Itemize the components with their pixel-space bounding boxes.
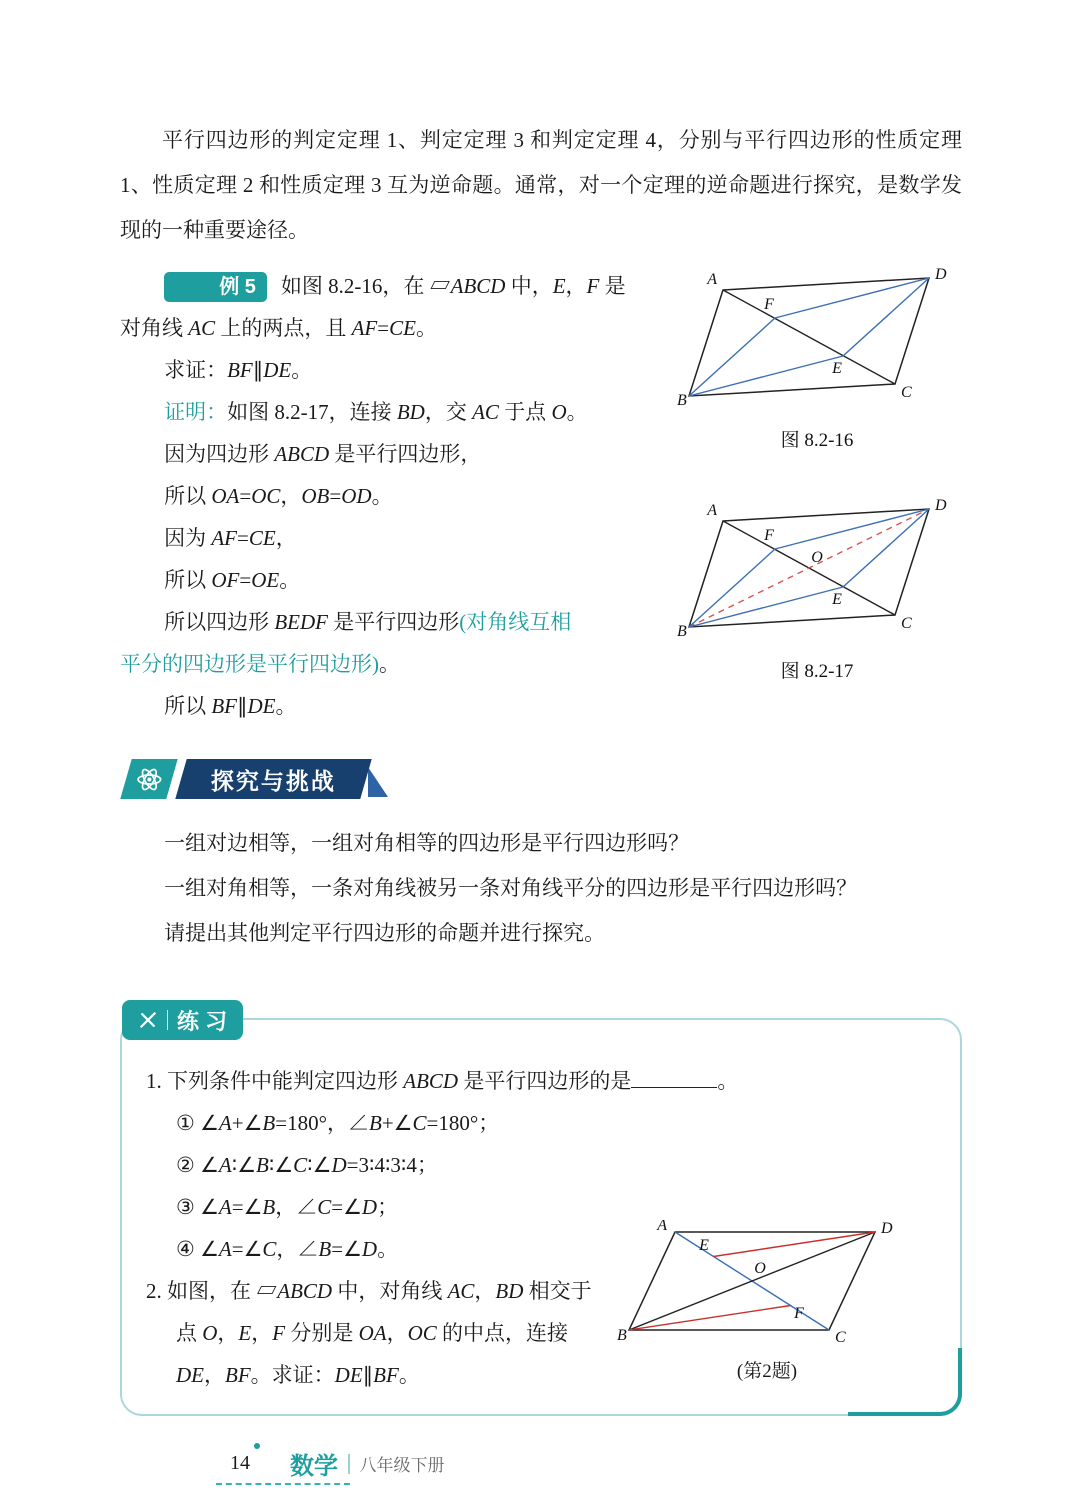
vertex-label-D: D [935, 266, 947, 283]
example-line: 求证：BF∥DE。 [164, 358, 313, 382]
vertex-label-C: C [901, 615, 912, 632]
q1-option: ③ ∠A=∠B，∠C=∠D； [176, 1195, 399, 1219]
example-badge: 例 5 [164, 272, 267, 302]
explore-line: 一组对边相等，一组对角相等的四边形是平行四边形吗？ [164, 831, 690, 855]
q1-option: ① ∠A+∠B=180°，∠B+∠C=180°； [176, 1111, 500, 1135]
vertex-label-B: B [677, 392, 687, 409]
practice-section [120, 1008, 962, 1416]
stationery-icon [138, 1010, 158, 1030]
footer [220, 1446, 962, 1481]
practice-title: 练 习 [177, 1008, 228, 1034]
figure-8-2-17 [672, 496, 962, 683]
atom-icon [120, 759, 177, 799]
dashed-underline [216, 1483, 350, 1485]
q2-line: 点 O，E，F 分别是 OA，OC 的中点，连接 [176, 1321, 569, 1345]
example-figures [672, 265, 962, 727]
example-line: 因为 AF=CE， [164, 526, 297, 550]
point-label-O: O [754, 1260, 766, 1277]
explore-line: 一组对角相等，一条对角线被另一条对角线平分的四边形是平行四边形吗？ [164, 876, 858, 900]
vertex-label-D: D [935, 497, 947, 514]
q2-line: 2. 如图，在 ▱ABCD 中，对角线 AC，BD 相交于 [146, 1279, 592, 1303]
q1-option: ④ ∠A=∠C，∠B=∠D。 [176, 1237, 399, 1261]
explore-text [120, 821, 962, 956]
example-section [120, 265, 962, 727]
point-label-F: F [764, 296, 774, 313]
point-label-E: E [699, 1237, 709, 1254]
figure-caption: 图 8.2-17 [780, 661, 854, 682]
practice-box [120, 1008, 962, 1416]
q1-option: ② ∠A∶∠B∶∠C∶∠D=3∶4∶3∶4； [176, 1153, 438, 1177]
example-text [120, 265, 662, 727]
practice-figure-caption: (第2题) [736, 1361, 798, 1382]
vertex-label-C: C [901, 384, 912, 401]
teal-dot-icon [254, 1443, 260, 1449]
example-statement: 如图 8.2-16，在 ▱ABCD 中，E，F 是 [280, 274, 626, 298]
vertex-label-D: D [881, 1220, 893, 1237]
explore-line: 请提出其他判定平行四边形的命题并进行探究。 [164, 921, 606, 945]
footer-divider [348, 1454, 350, 1474]
example-line: 平分的四边形是平行四边形)。 [120, 652, 400, 676]
subject-label: 数学 [290, 1453, 338, 1480]
vertex-label-A: A [707, 502, 717, 519]
tab-divider [167, 1010, 168, 1030]
parallelogram-figure-2 [677, 496, 957, 646]
q1-stem: 1. 下列条件中能判定四边形 ABCD 是平行四边形的是 。 [146, 1069, 739, 1093]
example-line: 证明：如图 8.2-17，连接 BD，交 AC 于点 O。 [164, 400, 588, 424]
point-label-F: F [764, 527, 774, 544]
parallelogram-figure-1 [677, 265, 957, 415]
point-label-E: E [832, 360, 842, 377]
example-line: 所以 OF=OE。 [164, 568, 301, 592]
vertex-label-A: A [657, 1220, 667, 1234]
example-line [120, 265, 662, 307]
example-line: 对角线 AC 上的两点，且 AF=CE。 [120, 316, 437, 340]
practice-figure [612, 1220, 922, 1383]
example-line: 所以四边形 BEDF 是平行四边形(对角线互相 [164, 610, 572, 634]
explore-title-bar [175, 759, 371, 799]
point-label-F: F [794, 1305, 804, 1322]
page-number-block [220, 1452, 260, 1475]
page-number: 14 [230, 1452, 250, 1474]
vertex-label-C: C [835, 1329, 846, 1346]
vertex-label-B: B [677, 623, 687, 640]
point-label-E: E [832, 591, 842, 608]
figure-8-2-16 [672, 265, 962, 452]
banner-triangle-icon [368, 767, 388, 797]
point-label-O: O [811, 549, 823, 566]
figure-caption: 图 8.2-16 [780, 430, 854, 451]
example-line: 所以 OA=OC，OB=OD。 [164, 484, 393, 508]
vertex-label-A: A [707, 271, 717, 288]
parallelogram-figure-3 [617, 1220, 917, 1348]
volume-label: 八年级下册 [359, 1456, 445, 1475]
example-line: 所以 BF∥DE。 [164, 694, 297, 718]
intro-paragraph: 平行四边形的判定定理 1、判定定理 3 和判定定理 4，分别与平行四边形的性质定理 1、性质定理 2 和性质定理 3 互为逆命题。通常，对一个定理的逆命题进行探究，是数学发现的一种重要途径。 [120, 128, 962, 242]
q2-line: DE，BF。求证：DE∥BF。 [176, 1363, 420, 1387]
explore-banner [120, 755, 962, 799]
example-line: 因为四边形 ABCD 是平行四边形， [164, 442, 482, 466]
vertex-label-B: B [617, 1327, 627, 1344]
practice-tab [122, 1000, 243, 1040]
explore-title: 探究与挑战 [211, 767, 336, 794]
